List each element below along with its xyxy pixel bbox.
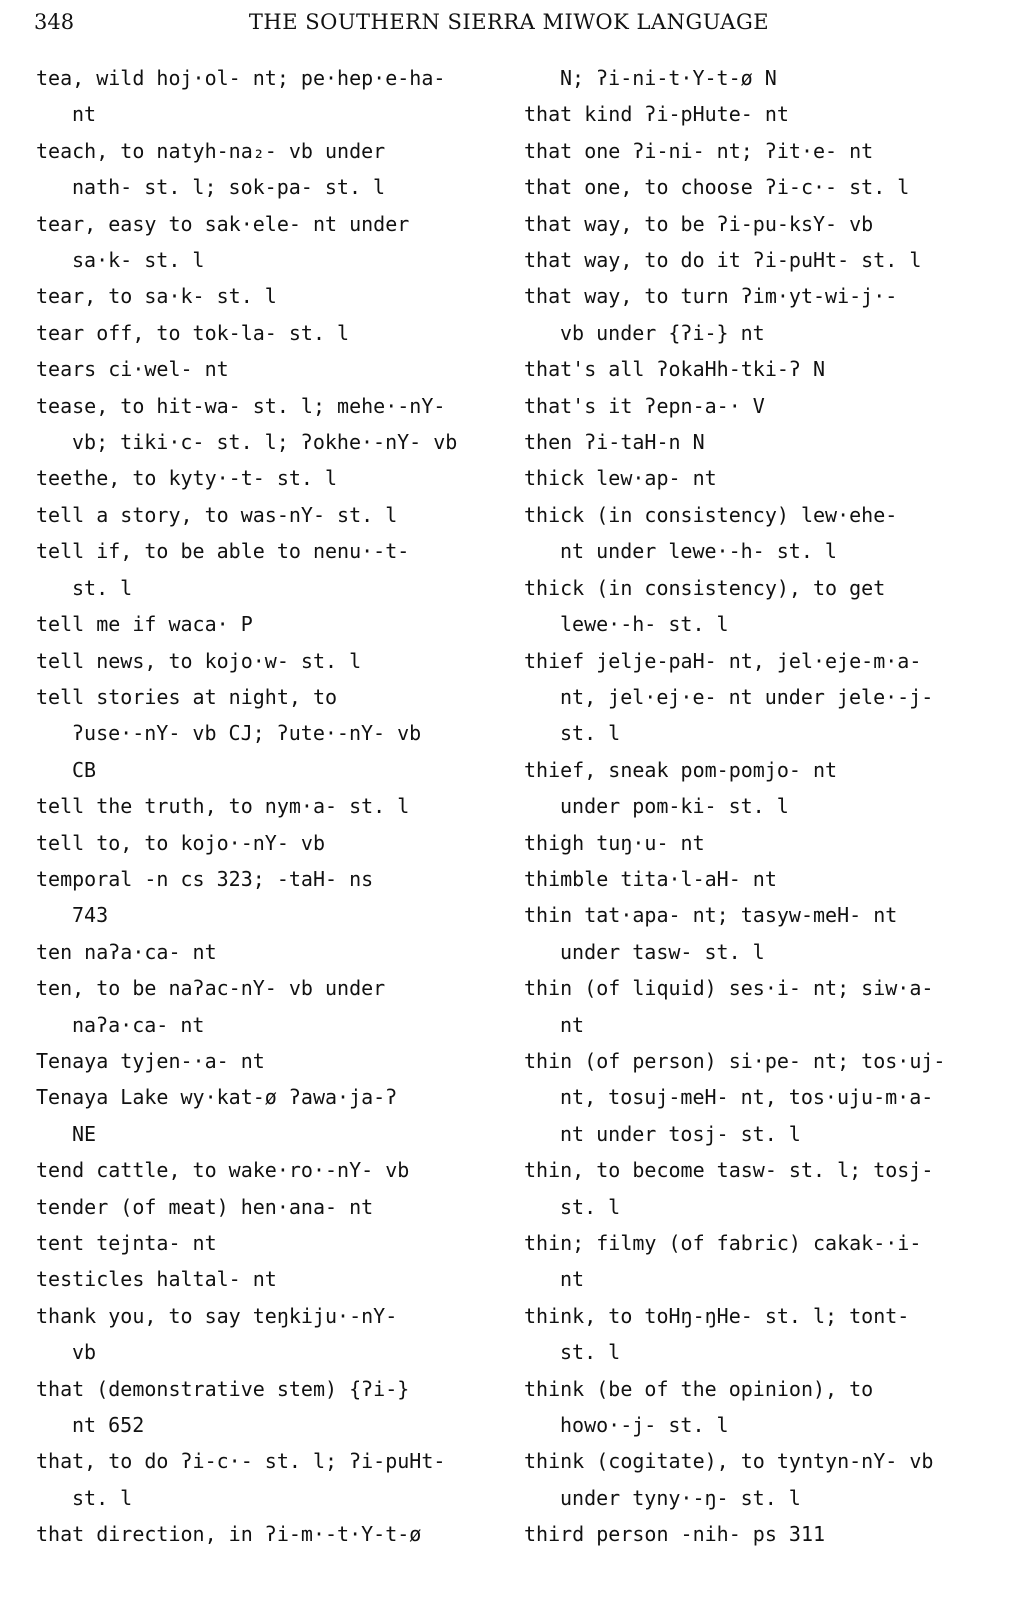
entry-line: tear, easy to sak·ele- nt under <box>36 211 410 236</box>
entry-line: tell me if waca· P <box>36 612 253 637</box>
dictionary-entry <box>36 825 486 861</box>
entry-line: think (cogitate), to tyntyn-nY- vb <box>524 1449 934 1474</box>
entry-line: thief, sneak pom-pomjo- nt <box>524 757 838 782</box>
entry-line: nt <box>560 1267 585 1292</box>
entry-line: lewe·-h- st. l <box>560 612 729 637</box>
entry-line: howo·-j- st. l <box>560 1413 729 1438</box>
entry-line: vb; tiki·c- st. l; ʔokhe·-nY- vb <box>72 430 458 455</box>
dictionary-entry <box>524 96 994 132</box>
entry-line: naʔa·ca- nt <box>72 1012 205 1037</box>
dictionary-entry <box>36 60 486 133</box>
entry-line: tent tejnta- nt <box>36 1231 217 1255</box>
page-number: 348 <box>34 10 75 34</box>
entry-line: nt under tosj- st. l <box>560 1121 801 1146</box>
dictionary-entry <box>524 970 994 1043</box>
dictionary-entry <box>524 825 994 861</box>
entry-line: thin (of person) si·pe- nt; tos·uj- <box>524 1048 946 1073</box>
entry-line: that one ʔi-ni- nt; ʔit·e- nt <box>524 138 874 163</box>
entry-line: nt <box>72 102 97 127</box>
entry-line: thief jelje-paH- nt, jel·eje-m·a- <box>524 648 922 673</box>
dictionary-entry <box>36 460 486 496</box>
entry-line: tell news, to kojo·w- st. l <box>36 648 362 673</box>
entry-line: st. l <box>560 1340 621 1365</box>
dictionary-entry <box>36 1225 486 1261</box>
entry-line: thin; filmy (of fabric) cakak-·i- <box>524 1231 922 1255</box>
entry-line: thank you, to say teŋkiju·-nY- <box>36 1303 398 1328</box>
dictionary-entry <box>524 1043 994 1152</box>
entry-line: thin (of liquid) ses·i- nt; siw·a- <box>524 976 934 1001</box>
entry-line: temporal -n cs 323; -taH- ns <box>36 866 374 891</box>
entry-line: NE <box>72 1121 97 1146</box>
entry-line: that's all ʔokaHh-tki-ʔ N <box>524 357 826 382</box>
entry-line: under tyny·-ŋ- st. l <box>560 1485 801 1510</box>
entry-line: tea, wild hoj·ol- nt; pe·hep·e-ha- <box>36 66 446 90</box>
dictionary-entry <box>36 315 486 351</box>
entry-line: that kind ʔi-pHute- nt <box>524 102 789 127</box>
dictionary-entry <box>524 1298 994 1371</box>
entry-line: teethe, to kyty·-t- st. l <box>36 466 338 491</box>
dictionary-entry <box>36 679 486 788</box>
dictionary-entry <box>524 206 994 242</box>
dictionary-entry <box>524 861 994 897</box>
dictionary-entry <box>36 133 486 206</box>
entry-line: nt under lewe·-h- st. l <box>560 539 837 564</box>
entry-line: st. l <box>72 575 133 600</box>
dictionary-entry <box>524 169 994 205</box>
dictionary-entry <box>524 242 994 278</box>
entry-line: ʔuse·-nY- vb CJ; ʔute·-nY- vb <box>72 721 422 746</box>
dictionary-entry <box>36 1043 486 1079</box>
dictionary-entry <box>36 1079 486 1152</box>
entry-line: thick lew·ap- nt <box>524 466 717 491</box>
left-column <box>36 60 486 1553</box>
entry-line: tear, to sa·k- st. l <box>36 284 277 309</box>
entry-line: testicles haltal- nt <box>36 1267 277 1292</box>
entry-line: thick (in consistency), to get <box>524 575 886 600</box>
dictionary-entry <box>36 278 486 314</box>
entry-line: tease, to hit-wa- st. l; mehe·-nY- <box>36 393 446 418</box>
entry-line: tear off, to tok-la- st. l <box>36 320 350 345</box>
page-header <box>34 8 984 38</box>
dictionary-entry <box>36 388 486 461</box>
entry-line: tell to, to kojo·-nY- vb <box>36 830 325 855</box>
entry-line: nt <box>560 1012 585 1037</box>
entry-line: Tenaya Lake wy·kat-ø ʔawa·ja-ʔ <box>36 1085 398 1110</box>
entry-line: think, to toHŋ-ŋHe- st. l; tont- <box>524 1303 910 1328</box>
dictionary-entry <box>36 970 486 1043</box>
dictionary-entry <box>524 133 994 169</box>
dictionary-entry <box>36 1371 486 1444</box>
dictionary-entry <box>36 934 486 970</box>
dictionary-entry <box>36 1189 486 1225</box>
entry-line: tender (of meat) hen·ana- nt <box>36 1194 374 1219</box>
running-title: THE SOUTHERN SIERRA MIWOK LANGUAGE <box>248 10 770 34</box>
entry-line: think (be of the opinion), to <box>524 1376 874 1401</box>
entry-line: third person -nih- ps 311 <box>524 1522 826 1547</box>
right-column <box>524 60 994 1553</box>
dictionary-entry <box>36 497 486 533</box>
dictionary-entry <box>524 60 994 96</box>
entry-line: teach, to natyh-na₂- vb under <box>36 138 386 163</box>
entry-line: st. l <box>560 1194 621 1219</box>
dictionary-entry <box>36 643 486 679</box>
dictionary-entry <box>36 1298 486 1371</box>
dictionary-entry <box>524 752 994 825</box>
entry-line: thin tat·apa- nt; tasyw-meH- nt <box>524 903 898 928</box>
entry-line: tears ci·wel- nt <box>36 357 229 382</box>
dictionary-entry <box>524 1516 994 1552</box>
entry-line: that one, to choose ʔi-c·- st. l <box>524 175 910 200</box>
dictionary-entry <box>524 570 994 643</box>
entry-line: tell a story, to was-nY- st. l <box>36 502 398 527</box>
dictionary-entry <box>524 424 994 460</box>
entry-line: thick (in consistency) lew·ehe- <box>524 502 898 527</box>
entry-line: vb under {ʔi-} nt <box>560 320 765 345</box>
entry-line: thigh tuŋ·u- nt <box>524 830 705 855</box>
entry-line: that (demonstrative stem) {ʔi-} <box>36 1376 410 1401</box>
entry-line: st. l <box>560 721 621 746</box>
entry-line: 743 <box>72 903 109 928</box>
entry-line: that way, to be ʔi-pu-ksY- vb <box>524 211 874 236</box>
entry-line: under pom-ki- st. l <box>560 794 789 819</box>
dictionary-entry <box>524 643 994 752</box>
entry-line: tell if, to be able to nenu·-t- <box>36 539 410 564</box>
entry-line: that way, to turn ʔim·yt-wi-j·- <box>524 284 898 309</box>
dictionary-entry <box>524 497 994 570</box>
dictionary-entry <box>36 861 486 934</box>
dictionary-entry <box>36 1152 486 1188</box>
entry-line: ten, to be naʔac-nY- vb under <box>36 976 386 1001</box>
entry-line: nt 652 <box>72 1413 145 1438</box>
entry-line: nt, tosuj-meH- nt, tos·uju-m·a- <box>560 1085 934 1110</box>
entry-line: that's it ʔepn-a-· V <box>524 393 765 418</box>
dictionary-entry <box>524 388 994 424</box>
entry-line: Tenaya tyjen-·a- nt <box>36 1048 265 1073</box>
dictionary-entry <box>36 788 486 824</box>
entry-line: that direction, in ʔi-m·-t·Y-t-ø <box>36 1522 422 1547</box>
entry-line: N; ʔi-ni-t·Y-t-ø N <box>560 66 777 90</box>
entry-line: sa·k- st. l <box>72 248 205 273</box>
dictionary-entry <box>524 1225 994 1298</box>
entry-line: tend cattle, to wake·ro·-nY- vb <box>36 1158 410 1183</box>
dictionary-entry <box>36 1516 486 1552</box>
entry-line: nt, jel·ej·e- nt under jele·-j- <box>560 684 934 709</box>
entry-line: vb <box>72 1340 97 1365</box>
dictionary-entry <box>524 1152 994 1225</box>
entry-line: that, to do ʔi-c·- st. l; ʔi-puHt- <box>36 1449 446 1474</box>
entry-line: nath- st. l; sok-pa- st. l <box>72 175 386 200</box>
entry-line: thimble tita·l-aH- nt <box>524 866 777 891</box>
dictionary-entry <box>36 351 486 387</box>
dictionary-entry <box>36 533 486 606</box>
dictionary-entry <box>524 1371 994 1444</box>
entry-line: st. l <box>72 1485 133 1510</box>
dictionary-entry <box>36 206 486 279</box>
dictionary-entry <box>524 278 994 351</box>
dictionary-entry <box>524 1443 994 1516</box>
dictionary-entry <box>524 351 994 387</box>
dictionary-entry <box>524 897 994 970</box>
dictionary-entry <box>36 606 486 642</box>
dictionary-entry <box>36 1443 486 1516</box>
dictionary-entry <box>36 1261 486 1297</box>
entry-line: that way, to do it ʔi-puHt- st. l <box>524 248 922 273</box>
entry-line: then ʔi-taH-n N <box>524 430 705 455</box>
entry-line: tell the truth, to nym·a- st. l <box>36 794 410 819</box>
entry-line: ten naʔa·ca- nt <box>36 939 217 964</box>
entry-line: CB <box>72 757 97 782</box>
entry-line: under tasw- st. l <box>560 939 765 964</box>
dictionary-entry <box>524 460 994 496</box>
entry-line: thin, to become tasw- st. l; tosj- <box>524 1158 934 1183</box>
entry-line: tell stories at night, to <box>36 684 338 709</box>
